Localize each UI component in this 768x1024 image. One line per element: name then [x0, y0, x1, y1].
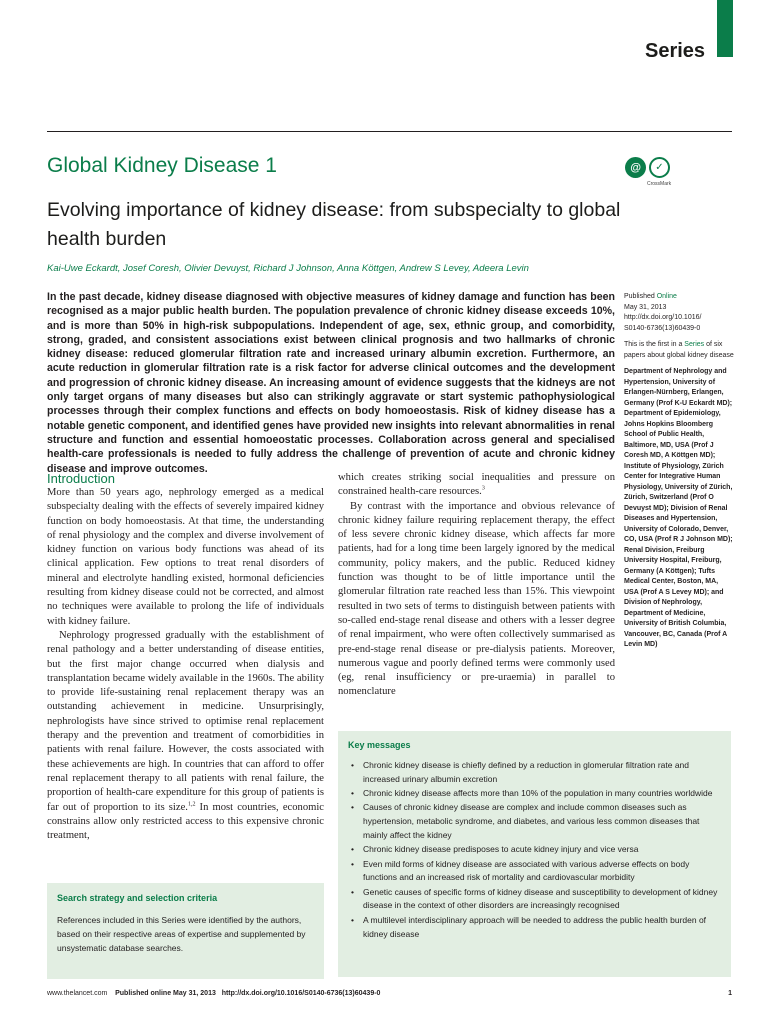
series-link[interactable]: Series	[684, 341, 705, 348]
abstract: In the past decade, kidney disease diagnosed with objective measures of kidney damage and function has been recognised as a major public health burden. The population prevalence of chronic kidney disease exceeds 10%, and is more than 50% in high-risk subpopulations. Independent of age, sex, ethnic group, and comorbidity, strong, graded, and consistent associations exist between clinical prognosis and two hallmarks of chronic kidney disease: reduced glomerular filtration rate and increased urinary albumin excretion. Furthermore, an acute reduction in glomerular filtration rate is a risk factor for adverse clinical outcomes and the development and progression of chronic kidney disease. An increasing amount of evidence suggests that the kidneys are not only target organs of many diseases but also can strikingly aggravate or start systemic pathophysiological processes through their complex functions and effects on body homoeostasis. Risk of kidney disease has a notable genetic component, and identified genes have provided new insights into relevant abnormalities in renal structure and function and essential homoeostatic processes. Collaboration across general and specialised health-care professionals is needed to fully address the challenge of prevention of acute and chronic kidney disease and improve outcomes.	[47, 291, 615, 475]
list-item: • Genetic causes of specific forms of kidney disease and susceptibility to development of kidney disease in the context of other disorders are increasingly recognised	[348, 886, 721, 913]
panel-title: Key messages	[348, 740, 411, 750]
header-divider	[47, 131, 732, 132]
open-access-icon[interactable]: @	[625, 157, 646, 178]
crossmark-label: CrossMark	[647, 181, 672, 187]
footer-published: Published online May 31, 2013	[115, 990, 216, 997]
citation-superscript[interactable]: 1,2	[187, 801, 196, 807]
published-online-link[interactable]: Online	[656, 293, 677, 300]
key-messages-panel	[338, 731, 731, 977]
article-sidebar	[624, 292, 734, 657]
body-paragraph: More than 50 years ago, nephrology emerged as a medical subspecialty dealing with the effects of severely impaired kidney function on body homoeostasis. At that time, the understanding of renal physiology and the complex and diverse involvement of kidney function on various body functions was ahead of its clinical application. Few options to treat renal disorders of mineral and electrolyte handling existed, hormonal deficiencies resulting from kidney disease could not be corrected, and almost no techniques were available to prolong the life of individuals with kidney failure.	[47, 487, 324, 627]
series-note	[624, 340, 734, 361]
panel-title: Search strategy and selection criteria	[57, 893, 218, 903]
series-title: Global Kidney Disease 1	[47, 154, 277, 177]
page-number: 1	[728, 990, 732, 997]
footer-doi[interactable]: http://dx.doi.org/10.1016/S0140-6736(13)60439-0	[221, 990, 381, 997]
footer-site[interactable]: www.thelancet.com	[47, 990, 108, 997]
body-paragraph: By contrast with the importance and obvious relevance of chronic kidney failure requiring replacement therapy, the effect of less severe chronic kidney disease, which affects far more patients, had for a long time been largely ignored by the medical community, policy makers, and the public. Reduced kidney function was thought to be of little importance until the glomerular filtration rate reached less than 15%. This viewpoint resulted in two sets of terms to distinguish between patients with so-called end-stage renal disease and others with a lesser degree of renal impairment, who were often collectively summarised as pre-end-stage renal disease or pre-dialysis patients. Moreover, numerous vague and poorly defined terms were commonly used (eg, renal insufficiency or pre-uraemia) in parallel to nomenclature	[338, 500, 615, 698]
panel-text: References included in this Series were identified by the authors, based on their respective areas of expertise and supplemented by unsystematic database searches.	[57, 915, 306, 953]
body-paragraph	[338, 471, 615, 500]
doi-url[interactable]: http://dx.doi.org/10.1016/	[624, 314, 702, 321]
list-item: • Causes of chronic kidney disease are complex and include common diseases such as hypertension, metabolic syndrome, and diabetes, and various less common diseases that mainly affect the kidney	[348, 801, 721, 842]
list-item: • Chronic kidney disease affects more than 10% of the population in many countries worldwide	[348, 787, 721, 801]
series-note-pre: This is the first in a	[624, 341, 685, 348]
published-label: Published	[624, 293, 657, 300]
list-item: • A multilevel interdisciplinary approach will be needed to address the public health burden of kidney disease	[348, 914, 721, 941]
doi-id: S0140-6736(13)60439-0	[624, 324, 701, 332]
body-text-span: which creates striking social inequalities and pressure on constrained health-care resources.	[338, 472, 615, 498]
body-column-middle	[338, 471, 615, 700]
author-list: Kai-Uwe Eckardt, Josef Coresh, Olivier Devuyst, Richard J Johnson, Anna Köttgen, Andrew S Levey, Adeera Levin	[47, 263, 529, 274]
body-text-span: Nephrology progressed gradually with the establishment of renal pathology and a better understanding of disease entities, but the first major change occurred when dialysis and transplantation became widely available in the 1960s. The ability to provide life-sustaining renal replacement therapy was an outstanding achievement in medicine. Unsurprisingly, nephrologists have since strived to optimise renal replacement therapy and the prevention and treatment of comorbidities in patients with renal failure. However, the costs associated with these achievements are high. In countries that can afford to offer renal replacement therapy to all patients with renal failure, the proportion of health-care expenditure for this group of patients is far out of proportion to its size.	[47, 629, 324, 813]
article-title: Evolving importance of kidney disease: from subspecialty to global health burden	[47, 199, 621, 250]
body-paragraph	[47, 629, 324, 843]
logo-group	[625, 157, 680, 193]
citation-superscript[interactable]: 3	[481, 485, 485, 492]
body-text-span: In most countries, economic constrains allow only restricted access to this expensive chronic treatment,	[47, 801, 325, 842]
search-strategy-panel	[47, 883, 324, 979]
list-item: • Chronic kidney disease predisposes to acute kidney injury and vice versa	[348, 843, 721, 857]
body-column-left	[47, 471, 324, 843]
crossmark-icon[interactable]: ✓	[649, 157, 670, 178]
publication-info	[624, 292, 734, 334]
series-tab-marker	[717, 0, 733, 57]
author-affiliations: Department of Nephrology and Hypertension, University of Erlangen-Nürnberg, Erlangen, Germany (Prof K-U Eckardt MD); Department of Epidemiology, Johns Hopkins Bloomberg School of Public Health, Baltimore, MD, USA (Prof J Coresh MD, A Köttgen MD); Institute of Physiology, Zürich Center for Integrative Human Physiology, University of Zürich, Zürich, Switzerland (Prof O Devuyst MD); Division of Renal Diseases and Hypertension, University of Colorado, Denver, CO, USA (Prof R J Johnson MD); Renal Division, Freiburg University Hospital, Freiburg, Germany (A Köttgen); Tufts Medical Center, Boston, MA, USA (Prof A S Levey MD); and Division of Nephrology, Department of Medicine, University of British Columbia, Vancouver, BC, Canada (Prof A Levin MD)	[624, 368, 733, 648]
list-item: • Chronic kidney disease is chiefly defined by a reduction in glomerular filtration rate and increased urinary albumin excretion	[348, 759, 721, 786]
section-heading-introduction: Introduction	[47, 471, 115, 486]
page-footer	[47, 990, 732, 997]
series-label: Series	[645, 40, 706, 62]
published-date: May 31, 2013	[624, 303, 667, 311]
key-messages-list	[348, 759, 721, 942]
list-item: • Even mild forms of kidney disease are associated with various adverse effects on body functions and an increased risk of mortality and cardiovascular morbidity	[348, 858, 721, 885]
series-note-post: of six papers about global kidney disease	[624, 341, 734, 359]
